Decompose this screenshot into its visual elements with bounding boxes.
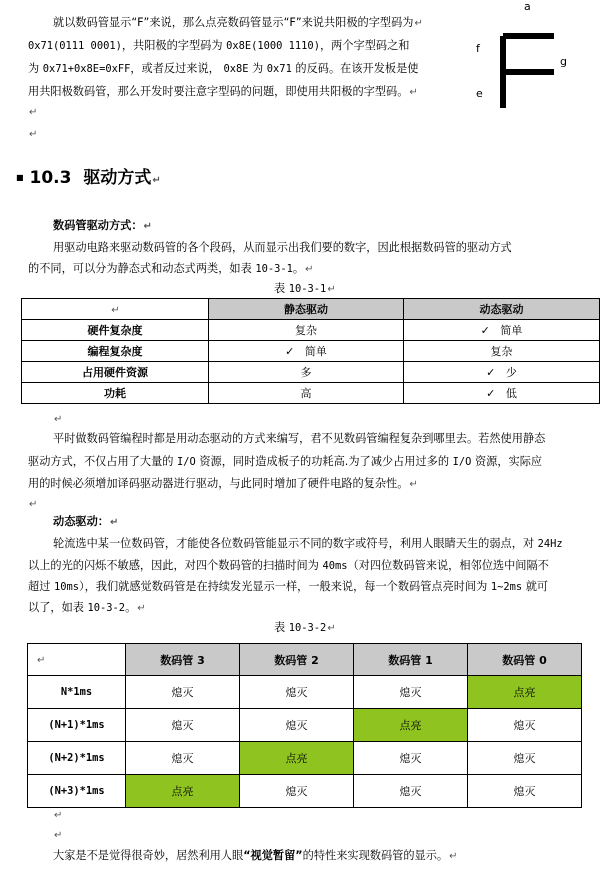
segment-f-diagram xyxy=(470,0,600,115)
table2-header-digit-0: 数码管 0 xyxy=(468,644,582,676)
blank-line: ↵ xyxy=(29,107,38,118)
table-row xyxy=(22,362,600,383)
blank-line: ↵ xyxy=(54,414,63,425)
intro-line-3: 为 0x71+0x8E=0xFF，或者反过来说， 0x8E 为 0x71 的反码。在该开发板是使 xyxy=(28,62,419,75)
segment-label-g: g xyxy=(560,55,567,68)
table1-header-static: 静态驱动 xyxy=(209,299,404,320)
usage-line-1: 平时做数码管编程时都是用动态驱动的方式来编写，君不见数码管编程复杂到哪里去。若然使用静态 xyxy=(53,432,546,445)
table2-time-label: (N+2)*1ms xyxy=(28,742,126,775)
table2-time-label: (N+3)*1ms xyxy=(28,775,126,808)
check-icon: ✓ xyxy=(486,366,496,379)
table2-cell: 熄灭 xyxy=(354,676,468,709)
table1-header-dynamic: 动态驱动 xyxy=(404,299,600,320)
table2-cell: 熄灭 xyxy=(126,676,240,709)
section-title: 驱动方式 xyxy=(83,168,152,188)
table2-header-digit-1: 数码管 1 xyxy=(354,644,468,676)
table2-corner: ↵ xyxy=(28,644,126,676)
dynamic-line-3: 超过 10ms），我们就感觉数码管是在持续发光显示一样，一般来说，每一个数码管点亮时间为 1~2ms 就可 xyxy=(28,580,549,593)
table-row xyxy=(28,775,582,808)
segment-f-figure xyxy=(470,0,600,115)
closing-line: 大家是不是觉得很奇妙，居然利用人眼“视觉暂留”的特性来实现数码管的显示。↵ xyxy=(53,849,458,862)
segment-label-a: a xyxy=(524,0,531,13)
table2-cell: 熄灭 xyxy=(468,742,582,775)
closing-emphasis: “视觉暂留” xyxy=(243,849,303,862)
table-row xyxy=(22,341,600,362)
table2-cell: 熄灭 xyxy=(126,742,240,775)
dynamic-line-4: 以了，如表 10-3-2。↵ xyxy=(28,601,146,614)
section-number: 10.3 xyxy=(29,168,72,188)
drive-comparison-table xyxy=(21,298,600,404)
table2-time-label: N*1ms xyxy=(28,676,126,709)
table1-dynamic-cell: ✓ 简单 xyxy=(404,320,600,341)
table2-cell: 点亮 xyxy=(240,742,354,775)
table1-dynamic-cell: 复杂 xyxy=(404,341,600,362)
table2-cell: 熄灭 xyxy=(126,709,240,742)
table2-cell: 熄灭 xyxy=(240,775,354,808)
usage-line-2: 驱动方式，不仅占用了大量的 I/O 资源，同时造成板子的功耗高.为了减少占用过多的 I/O 资源，实际应 xyxy=(28,455,543,468)
table2-cell: 熄灭 xyxy=(240,676,354,709)
table1-row-label: 占用硬件资源 xyxy=(22,362,209,383)
dynamic-line-2: 以上的光的闪烁不敏感，因此，对四个数码管的扫描时间为 40ms（对四位数码管来说，相邻位选中间隔不 xyxy=(28,559,549,572)
blank-line: ↵ xyxy=(29,499,38,510)
table1-row-label: 功耗 xyxy=(22,383,209,404)
dynamic-subtitle: 动态驱动：↵ xyxy=(53,515,119,528)
check-icon: ✓ xyxy=(486,387,496,400)
check-icon: ✓ xyxy=(480,324,490,337)
blank-line: ↵ xyxy=(54,830,63,841)
intro-line-4: 用共阳极数码管，那么开发时要注意字型码的问题，即使用共阳极的字型码。↵ xyxy=(28,85,418,98)
table-row xyxy=(28,742,582,775)
table1-static-cell: ✓ 简单 xyxy=(209,341,404,362)
table2-caption: 表 10-3-2↵ xyxy=(274,621,336,634)
table2-cell: 熄灭 xyxy=(354,775,468,808)
table2-cell: 熄灭 xyxy=(468,775,582,808)
table1-caption: 表 10-3-1↵ xyxy=(274,282,336,295)
table1-dynamic-cell: ✓ 低 xyxy=(404,383,600,404)
modes-subtitle: 数码管驱动方式：↵ xyxy=(53,219,152,232)
table1-row-label: 硬件复杂度 xyxy=(22,320,209,341)
table1-row-label: 编程复杂度 xyxy=(22,341,209,362)
intro-line-2: 0x71(0111 0001)，共阳极的字型码为 0x8E(1000 1110)，两个字型码之和 xyxy=(28,39,410,52)
blank-line: ↵ xyxy=(54,810,63,821)
scan-timing-table xyxy=(27,643,582,808)
table2-cell: 点亮 xyxy=(126,775,240,808)
section-heading: ■ 10.3 驱动方式↵ xyxy=(16,168,161,188)
segment-label-f: f xyxy=(476,42,480,55)
table2-cell: 熄灭 xyxy=(354,742,468,775)
table2-header-digit-3: 数码管 3 xyxy=(126,644,240,676)
table1-dynamic-cell: ✓ 少 xyxy=(404,362,600,383)
table2-header-digit-2: 数码管 2 xyxy=(240,644,354,676)
table-row xyxy=(28,709,582,742)
table-row xyxy=(22,383,600,404)
usage-line-3: 用的时候必须增加译码驱动器进行驱动，与此同时增加了硬件电路的复杂性。↵ xyxy=(28,477,418,490)
table1-corner: ↵ xyxy=(22,299,209,320)
table2-cell: 点亮 xyxy=(468,676,582,709)
table2-time-label: (N+1)*1ms xyxy=(28,709,126,742)
table1-static-cell: 复杂 xyxy=(209,320,404,341)
table2-cell: 熄灭 xyxy=(240,709,354,742)
check-icon: ✓ xyxy=(285,345,295,358)
table-row xyxy=(28,676,582,709)
intro-line-1: 就以数码管显示“F”来说，那么点亮数码管显示“F”来说共阳极的字型码为↵ xyxy=(53,16,423,29)
table-row xyxy=(22,320,600,341)
table2-cell: 点亮 xyxy=(354,709,468,742)
modes-line-2: 的不同，可以分为静态式和动态式两类，如表 10-3-1。↵ xyxy=(28,262,314,275)
blank-line: ↵ xyxy=(29,129,38,140)
modes-line-1: 用驱动电路来驱动数码管的各个段码，从而显示出我们要的数字，因此根据数码管的驱动方式 xyxy=(53,241,512,254)
table2-cell: 熄灭 xyxy=(468,709,582,742)
segment-label-e: e xyxy=(476,87,483,100)
dynamic-line-1: 轮流选中某一位数码管，才能使各位数码管能显示不同的数字或符号，利用人眼睛天生的弱点，对 24Hz xyxy=(53,537,563,550)
table1-static-cell: 高 xyxy=(209,383,404,404)
table1-static-cell: 多 xyxy=(209,362,404,383)
